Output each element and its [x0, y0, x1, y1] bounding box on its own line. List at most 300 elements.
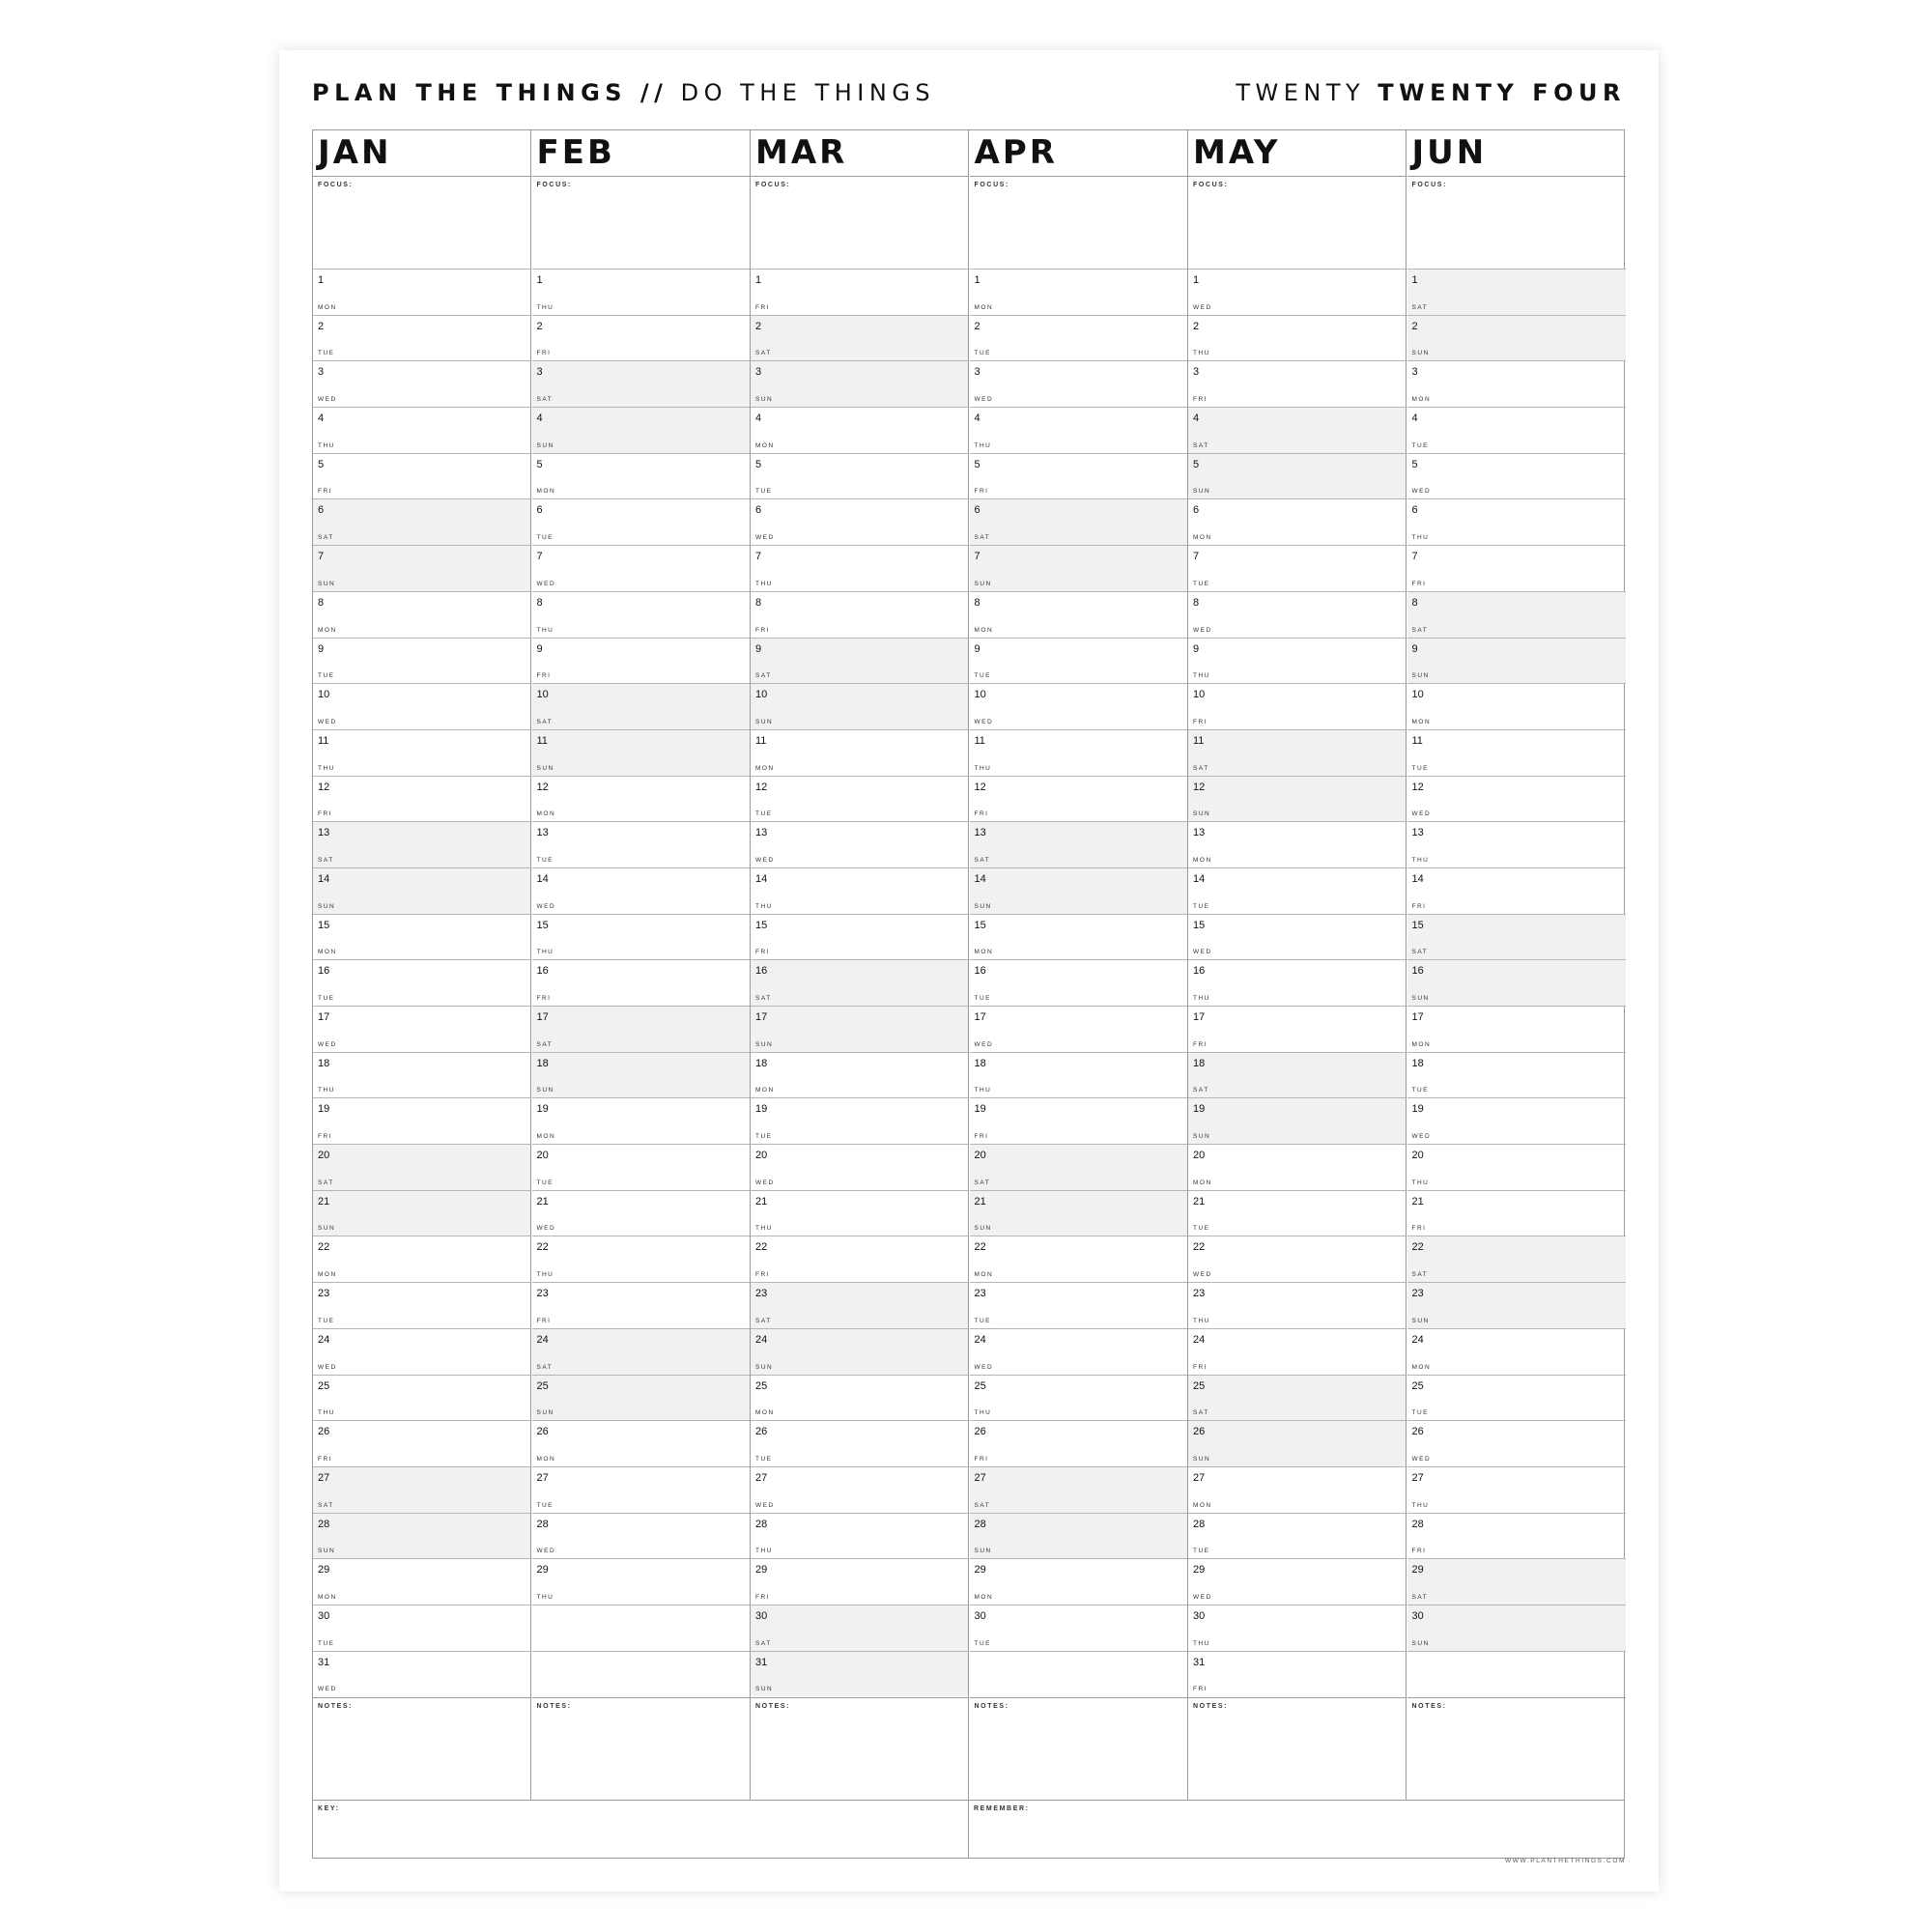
day-cell[interactable] [532, 1466, 750, 1513]
day-cell[interactable] [751, 453, 968, 499]
day-cell[interactable] [313, 1006, 530, 1052]
day-cell[interactable] [970, 1558, 1187, 1605]
day-cell[interactable] [1407, 914, 1626, 960]
day-cell[interactable] [970, 1282, 1187, 1328]
day-cell[interactable] [970, 1236, 1187, 1282]
day-cell[interactable] [1188, 1190, 1406, 1236]
day-number: 31 [755, 1656, 768, 1668]
day-cell[interactable] [532, 821, 750, 867]
day-of-week: MON [974, 1593, 994, 1601]
day-cell[interactable] [313, 1420, 530, 1466]
day-cell[interactable] [1407, 1097, 1626, 1144]
day-cell[interactable] [751, 545, 968, 591]
day-of-week: SUN [318, 1548, 336, 1555]
day-cell[interactable] [1407, 683, 1626, 729]
day-of-week: THU [536, 1593, 554, 1601]
focus-box[interactable] [970, 176, 1187, 269]
day-cell[interactable] [532, 1420, 750, 1466]
day-number: 24 [755, 1333, 768, 1346]
day-cell[interactable] [970, 545, 1187, 591]
day-cell[interactable] [751, 1375, 968, 1421]
day-cell[interactable] [970, 1466, 1187, 1513]
day-of-week: THU [318, 1087, 335, 1094]
notes-box[interactable] [970, 1697, 1187, 1800]
day-number: 12 [1411, 781, 1424, 793]
day-cell[interactable] [970, 821, 1187, 867]
day-of-week: MON [1411, 396, 1432, 404]
day-cell[interactable] [1188, 453, 1406, 499]
notes-box[interactable] [1407, 1697, 1626, 1800]
day-of-week: SAT [974, 1179, 991, 1186]
day-cell[interactable] [1407, 867, 1626, 914]
key-label: KEY: [318, 1805, 340, 1812]
day-of-week: TUE [974, 350, 991, 357]
day-of-week: SUN [974, 902, 992, 910]
day-cell[interactable] [970, 591, 1187, 638]
day-of-week: FRI [1411, 902, 1427, 910]
day-number: 25 [1193, 1379, 1206, 1392]
day-cell[interactable] [970, 1513, 1187, 1559]
day-cell[interactable] [751, 683, 968, 729]
day-cell[interactable] [313, 1605, 530, 1651]
day-cell[interactable] [313, 1558, 530, 1605]
day-number: 10 [755, 689, 768, 701]
day-of-week: FRI [1411, 1548, 1427, 1555]
day-number: 26 [755, 1426, 768, 1438]
day-number: 8 [1193, 596, 1200, 609]
day-number: 19 [318, 1103, 330, 1116]
day-cell[interactable] [532, 269, 750, 315]
day-number: 10 [318, 689, 330, 701]
day-cell[interactable] [532, 453, 750, 499]
day-of-week: WED [1411, 810, 1432, 818]
month-name: JUN [1411, 133, 1488, 172]
day-number: 30 [318, 1609, 330, 1622]
day-cell[interactable] [313, 1651, 530, 1697]
day-cell[interactable] [970, 914, 1187, 960]
day-cell[interactable] [970, 1190, 1187, 1236]
day-number: 12 [318, 781, 330, 793]
day-cell[interactable] [313, 1328, 530, 1375]
day-cell[interactable] [1188, 638, 1406, 684]
day-cell[interactable] [970, 1052, 1187, 1098]
day-cell[interactable] [1188, 729, 1406, 776]
day-cell[interactable] [970, 360, 1187, 407]
day-cell[interactable] [313, 776, 530, 822]
day-cell[interactable] [970, 683, 1187, 729]
day-number: 11 [1411, 734, 1423, 747]
day-of-week: FRI [755, 303, 770, 311]
day-cell[interactable] [751, 315, 968, 361]
day-of-week: SUN [755, 1686, 774, 1693]
day-cell[interactable] [1188, 959, 1406, 1006]
day-cell[interactable] [1407, 638, 1626, 684]
day-cell[interactable] [313, 1282, 530, 1328]
day-cell[interactable] [1407, 1144, 1626, 1190]
day-number: 28 [318, 1518, 330, 1530]
focus-label: FOCUS: [1193, 182, 1229, 188]
day-cell[interactable] [532, 498, 750, 545]
day-cell[interactable] [1188, 1144, 1406, 1190]
month-column-jan [313, 130, 531, 1800]
day-of-week: WED [974, 396, 994, 404]
day-cell[interactable] [1407, 729, 1626, 776]
day-cell[interactable] [1188, 1052, 1406, 1098]
day-cell[interactable] [1407, 360, 1626, 407]
notes-box[interactable] [313, 1697, 530, 1800]
day-number: 13 [536, 827, 549, 839]
day-cell[interactable] [313, 498, 530, 545]
day-cell[interactable] [751, 269, 968, 315]
day-cell[interactable] [532, 360, 750, 407]
day-cell[interactable] [313, 1375, 530, 1421]
day-cell[interactable] [1188, 591, 1406, 638]
day-cell[interactable] [1188, 360, 1406, 407]
day-cell[interactable] [1407, 498, 1626, 545]
day-cell[interactable] [1407, 545, 1626, 591]
day-cell[interactable] [1407, 591, 1626, 638]
day-cell[interactable] [532, 1558, 750, 1605]
day-cell[interactable] [970, 1097, 1187, 1144]
notes-box[interactable] [532, 1697, 750, 1800]
day-cell[interactable] [970, 269, 1187, 315]
day-cell[interactable] [1188, 1420, 1406, 1466]
focus-box[interactable] [1407, 176, 1626, 269]
day-cell[interactable] [751, 498, 968, 545]
day-number: 9 [755, 642, 762, 655]
day-list [1407, 269, 1626, 1696]
day-cell[interactable] [1188, 1236, 1406, 1282]
day-cell[interactable] [1407, 315, 1626, 361]
day-number: 20 [1411, 1150, 1424, 1162]
day-number: 3 [1411, 366, 1418, 379]
day-cell[interactable] [1188, 1558, 1406, 1605]
day-number: 26 [536, 1426, 549, 1438]
day-cell[interactable] [751, 1006, 968, 1052]
day-cell[interactable] [970, 1375, 1187, 1421]
day-of-week: FRI [536, 1317, 552, 1324]
day-cell[interactable] [1188, 1282, 1406, 1328]
day-number: 9 [1411, 642, 1418, 655]
day-number: 12 [974, 781, 986, 793]
day-cell[interactable] [970, 1420, 1187, 1466]
day-number: 5 [536, 458, 543, 470]
day-cell[interactable] [1407, 776, 1626, 822]
day-number: 20 [755, 1150, 768, 1162]
day-of-week: WED [318, 718, 337, 725]
day-cell[interactable] [751, 1097, 968, 1144]
day-number: 9 [318, 642, 325, 655]
day-cell[interactable] [1407, 453, 1626, 499]
day-cell[interactable] [751, 1328, 968, 1375]
day-of-week: SUN [1411, 672, 1430, 680]
day-of-week: SUN [536, 1087, 554, 1094]
day-cell[interactable] [970, 638, 1187, 684]
day-number: 21 [974, 1195, 986, 1208]
day-cell[interactable] [970, 1006, 1187, 1052]
day-cell[interactable] [970, 1605, 1187, 1651]
day-cell[interactable] [1407, 1605, 1626, 1651]
day-cell[interactable] [1188, 1651, 1406, 1697]
day-number: 10 [536, 689, 549, 701]
day-cell[interactable] [1407, 821, 1626, 867]
day-cell[interactable] [970, 498, 1187, 545]
day-cell[interactable] [1188, 776, 1406, 822]
day-cell[interactable] [313, 821, 530, 867]
day-cell[interactable] [313, 959, 530, 1006]
focus-label: FOCUS: [974, 182, 1009, 188]
day-cell[interactable] [313, 914, 530, 960]
month-column-feb [532, 130, 751, 1800]
day-number: 15 [974, 919, 986, 931]
day-cell[interactable] [1188, 1328, 1406, 1375]
day-number: 8 [974, 596, 980, 609]
day-cell[interactable] [1407, 1513, 1626, 1559]
day-cell[interactable] [751, 1052, 968, 1098]
notes-box[interactable] [1188, 1697, 1406, 1800]
day-cell[interactable] [313, 407, 530, 453]
day-cell[interactable] [313, 360, 530, 407]
day-of-week: THU [755, 1225, 773, 1233]
day-cell[interactable] [970, 407, 1187, 453]
day-number: 24 [536, 1333, 549, 1346]
day-of-week: SUN [974, 1225, 992, 1233]
day-number: 6 [1411, 504, 1418, 517]
day-cell[interactable] [1188, 1006, 1406, 1052]
day-of-week: THU [1193, 350, 1210, 357]
day-of-week: SUN [318, 902, 336, 910]
day-cell[interactable] [751, 729, 968, 776]
focus-box[interactable] [1188, 176, 1406, 269]
day-cell[interactable] [1407, 1375, 1626, 1421]
day-cell[interactable] [751, 821, 968, 867]
day-cell[interactable] [751, 407, 968, 453]
day-cell[interactable] [751, 360, 968, 407]
day-cell[interactable] [751, 867, 968, 914]
day-cell[interactable] [1188, 914, 1406, 960]
day-cell[interactable] [970, 959, 1187, 1006]
day-number: 28 [755, 1518, 768, 1530]
month-column-mar [751, 130, 969, 1800]
day-number: 5 [1411, 458, 1418, 470]
day-cell[interactable] [532, 1605, 750, 1651]
day-cell[interactable] [532, 729, 750, 776]
day-cell[interactable] [970, 776, 1187, 822]
day-cell[interactable] [1188, 1513, 1406, 1559]
day-cell[interactable] [532, 315, 750, 361]
day-cell[interactable] [313, 638, 530, 684]
focus-box[interactable] [313, 176, 530, 269]
day-number: 13 [318, 827, 330, 839]
day-number: 15 [1193, 919, 1206, 931]
day-cell[interactable] [532, 914, 750, 960]
day-cell[interactable] [970, 867, 1187, 914]
day-number: 18 [536, 1057, 549, 1069]
day-of-week: TUE [536, 856, 554, 864]
day-cell[interactable] [313, 1513, 530, 1559]
day-cell[interactable] [313, 1236, 530, 1282]
day-cell[interactable] [532, 1144, 750, 1190]
day-cell[interactable] [1188, 545, 1406, 591]
day-cell[interactable] [751, 1605, 968, 1651]
day-cell[interactable] [751, 1236, 968, 1282]
day-cell[interactable] [532, 1190, 750, 1236]
day-number: 12 [1193, 781, 1206, 793]
day-number: 28 [1193, 1518, 1206, 1530]
day-of-week: SUN [755, 396, 774, 404]
day-number: 22 [1411, 1241, 1424, 1254]
day-of-week: TUE [974, 1639, 991, 1647]
day-cell[interactable] [751, 1466, 968, 1513]
day-list [313, 269, 530, 1696]
day-cell[interactable] [1407, 1282, 1626, 1328]
day-of-week: SUN [1193, 1133, 1211, 1141]
day-cell[interactable] [1188, 1375, 1406, 1421]
day-cell[interactable] [751, 1513, 968, 1559]
day-cell[interactable] [532, 545, 750, 591]
day-cell[interactable] [313, 1097, 530, 1144]
day-cell[interactable] [751, 914, 968, 960]
day-cell[interactable] [1188, 1466, 1406, 1513]
day-cell[interactable] [970, 315, 1187, 361]
day-number: 7 [318, 551, 325, 563]
day-cell[interactable] [532, 1375, 750, 1421]
day-cell[interactable] [313, 1466, 530, 1513]
day-number: 15 [318, 919, 330, 931]
day-cell[interactable] [751, 959, 968, 1006]
day-cell[interactable] [1407, 1558, 1626, 1605]
day-cell[interactable] [532, 1282, 750, 1328]
day-number: 23 [1411, 1288, 1424, 1300]
day-cell[interactable] [313, 729, 530, 776]
day-number: 23 [1193, 1288, 1206, 1300]
day-cell[interactable] [751, 1558, 968, 1605]
day-cell[interactable] [313, 315, 530, 361]
day-cell[interactable] [532, 638, 750, 684]
focus-box[interactable] [532, 176, 750, 269]
day-of-week: THU [1411, 856, 1430, 864]
day-number: 28 [536, 1518, 549, 1530]
day-of-week: TUE [755, 488, 773, 496]
day-cell[interactable] [532, 776, 750, 822]
day-cell[interactable] [751, 638, 968, 684]
day-number: 6 [318, 504, 325, 517]
day-cell[interactable] [532, 867, 750, 914]
day-cell[interactable] [1407, 1006, 1626, 1052]
day-number: 11 [318, 734, 329, 747]
day-of-week: WED [1193, 1271, 1212, 1279]
day-cell[interactable] [532, 591, 750, 638]
day-cell[interactable] [1188, 683, 1406, 729]
day-cell[interactable] [1188, 821, 1406, 867]
day-cell[interactable] [313, 269, 530, 315]
day-cell[interactable] [532, 959, 750, 1006]
day-cell[interactable] [970, 729, 1187, 776]
day-cell[interactable] [313, 867, 530, 914]
day-cell[interactable] [532, 407, 750, 453]
day-cell[interactable] [1407, 269, 1626, 315]
day-cell[interactable] [751, 1282, 968, 1328]
day-cell[interactable] [1407, 1420, 1626, 1466]
day-number: 3 [974, 366, 980, 379]
day-number: 25 [974, 1379, 986, 1392]
day-cell[interactable] [532, 1236, 750, 1282]
day-cell[interactable] [751, 1420, 968, 1466]
day-cell[interactable] [532, 1651, 750, 1697]
day-cell[interactable] [313, 545, 530, 591]
day-cell[interactable] [970, 453, 1187, 499]
day-cell[interactable] [970, 1144, 1187, 1190]
day-cell[interactable] [532, 1097, 750, 1144]
day-cell[interactable] [1407, 1466, 1626, 1513]
day-cell[interactable] [532, 1006, 750, 1052]
day-cell[interactable] [751, 776, 968, 822]
day-of-week: MON [974, 949, 994, 956]
day-cell[interactable] [1188, 269, 1406, 315]
day-of-week: SAT [1411, 1271, 1429, 1279]
day-cell[interactable] [970, 1651, 1187, 1697]
day-cell[interactable] [313, 683, 530, 729]
day-of-week: SAT [974, 534, 991, 542]
day-cell[interactable] [1407, 1651, 1626, 1697]
day-of-week: FRI [1193, 1363, 1208, 1371]
key-box[interactable] [313, 1801, 969, 1859]
remember-box[interactable] [969, 1801, 1626, 1859]
day-cell[interactable] [1407, 1328, 1626, 1375]
day-of-week: SAT [755, 1639, 772, 1647]
day-cell[interactable] [1407, 1190, 1626, 1236]
day-of-week: TUE [1193, 1548, 1210, 1555]
day-cell[interactable] [532, 1328, 750, 1375]
day-number: 13 [974, 827, 986, 839]
day-cell[interactable] [1188, 407, 1406, 453]
day-cell[interactable] [1188, 1605, 1406, 1651]
day-cell[interactable] [751, 591, 968, 638]
day-cell[interactable] [1188, 315, 1406, 361]
day-number: 31 [1193, 1656, 1206, 1668]
day-cell[interactable] [751, 1190, 968, 1236]
day-cell[interactable] [751, 1651, 968, 1697]
day-cell[interactable] [313, 1190, 530, 1236]
day-cell[interactable] [1188, 498, 1406, 545]
day-cell[interactable] [532, 683, 750, 729]
day-cell[interactable] [532, 1513, 750, 1559]
day-number: 14 [1411, 872, 1424, 885]
day-cell[interactable] [1188, 1097, 1406, 1144]
day-cell[interactable] [313, 1144, 530, 1190]
day-of-week: SAT [1193, 441, 1209, 449]
day-cell[interactable] [313, 591, 530, 638]
day-number: 27 [318, 1471, 330, 1484]
day-cell[interactable] [313, 453, 530, 499]
notes-box[interactable] [751, 1697, 968, 1800]
day-number: 8 [755, 596, 762, 609]
day-cell[interactable] [532, 1052, 750, 1098]
day-of-week: FRI [974, 1455, 989, 1463]
day-cell[interactable] [751, 1144, 968, 1190]
day-of-week: TUE [536, 1501, 554, 1509]
day-of-week: SUN [536, 764, 554, 772]
focus-box[interactable] [751, 176, 968, 269]
day-cell[interactable] [313, 1052, 530, 1098]
day-number: 21 [1193, 1195, 1206, 1208]
day-cell[interactable] [1407, 1052, 1626, 1098]
day-cell[interactable] [1188, 867, 1406, 914]
day-cell[interactable] [970, 1328, 1187, 1375]
day-cell[interactable] [1407, 407, 1626, 453]
day-cell[interactable] [1407, 959, 1626, 1006]
day-cell[interactable] [1407, 1236, 1626, 1282]
